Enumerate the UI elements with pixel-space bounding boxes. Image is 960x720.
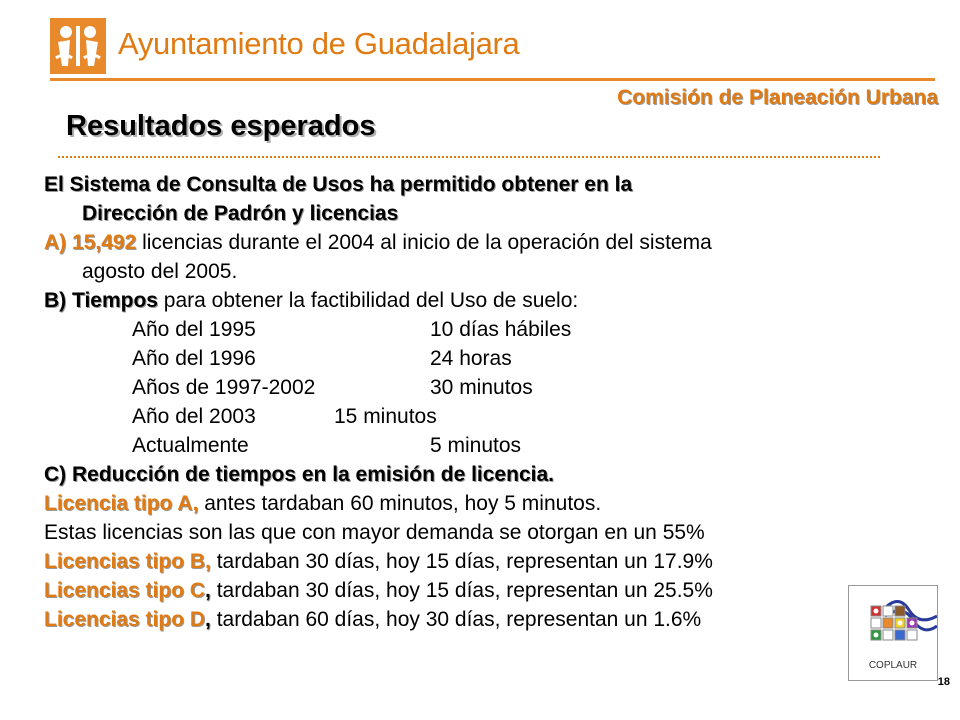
section-a-marker: A) <box>44 231 67 254</box>
license-a-text: antes tardaban 60 minutos, hoy 5 minutos. <box>198 492 602 515</box>
time-row-value: 10 días hábiles <box>430 318 572 341</box>
intro-line-1: El Sistema de Consulta de Usos ha permitido obtener en la <box>44 173 633 196</box>
section-a-number: 15,492 <box>72 231 137 254</box>
license-text: tardaban 30 días, hoy 15 días, representan un 25.5% <box>210 579 713 602</box>
time-row-year: Año del 1996 <box>132 347 256 370</box>
time-row-year: Actualmente <box>132 434 249 457</box>
time-row-value: 15 minutos <box>334 405 437 428</box>
section-b-heading: B) Tiempos <box>44 289 158 312</box>
time-row-year: Años de 1997-2002 <box>132 376 316 399</box>
time-row-value: 24 horas <box>430 347 512 370</box>
license-line <box>44 605 713 634</box>
time-row <box>44 431 713 460</box>
coplaur-logo <box>848 585 938 681</box>
time-row <box>44 373 713 402</box>
section-a-text: licencias durante el 2004 al inicio de la operación del sistema <box>136 231 712 254</box>
time-row <box>44 344 713 373</box>
time-row-year: Año del 2003 <box>132 405 256 428</box>
section-c-heading: C) Reducción de tiempos en la emisión de licencia. <box>44 463 554 486</box>
coplaur-emblem-icon <box>849 586 937 680</box>
intro-line-2: Dirección de Padrón y licencias <box>82 202 399 225</box>
license-line <box>44 576 713 605</box>
coplaur-label: COPLAUR <box>868 660 918 671</box>
license-label: Licencias tipo D <box>44 608 206 631</box>
time-row-year: Año del 1995 <box>132 318 256 341</box>
commission-name: Comisión de Planeación Urbana <box>617 86 938 109</box>
license-a-line <box>44 489 713 518</box>
slide-body <box>44 170 713 634</box>
page-number: 18 <box>937 676 950 688</box>
guadalajara-logo-icon <box>50 18 106 74</box>
section-b-line <box>44 286 713 315</box>
time-row-value: 30 minutos <box>430 376 533 399</box>
section-a-line-1 <box>44 228 713 257</box>
license-label: Licencias tipo B <box>44 550 206 573</box>
header-divider <box>50 78 935 81</box>
license-label: Licencias tipo C <box>44 579 206 602</box>
page-title: Resultados esperados <box>66 110 376 142</box>
license-a-label: Licencia tipo A, <box>44 492 199 515</box>
section-b-text: para obtener la factibilidad del Uso de suelo: <box>157 289 579 312</box>
license-text: tardaban 60 días, hoy 30 días, representan un 1.6% <box>210 608 702 631</box>
time-row <box>44 402 713 431</box>
section-a-line-2: agosto del 2005. <box>82 260 238 283</box>
license-text: tardaban 30 días, hoy 15 días, representan un 17.9% <box>210 550 713 573</box>
time-row <box>44 315 713 344</box>
org-name: Ayuntamiento de Guadalajara <box>118 26 520 61</box>
title-divider <box>58 156 880 158</box>
license-line <box>44 547 713 576</box>
license-separator: , <box>205 579 211 602</box>
time-row-value: 5 minutos <box>430 434 522 457</box>
license-separator: , <box>205 608 211 631</box>
license-separator: , <box>205 550 211 573</box>
demand-line: Estas licencias son las que con mayor demanda se otorgan en un 55% <box>44 521 705 544</box>
